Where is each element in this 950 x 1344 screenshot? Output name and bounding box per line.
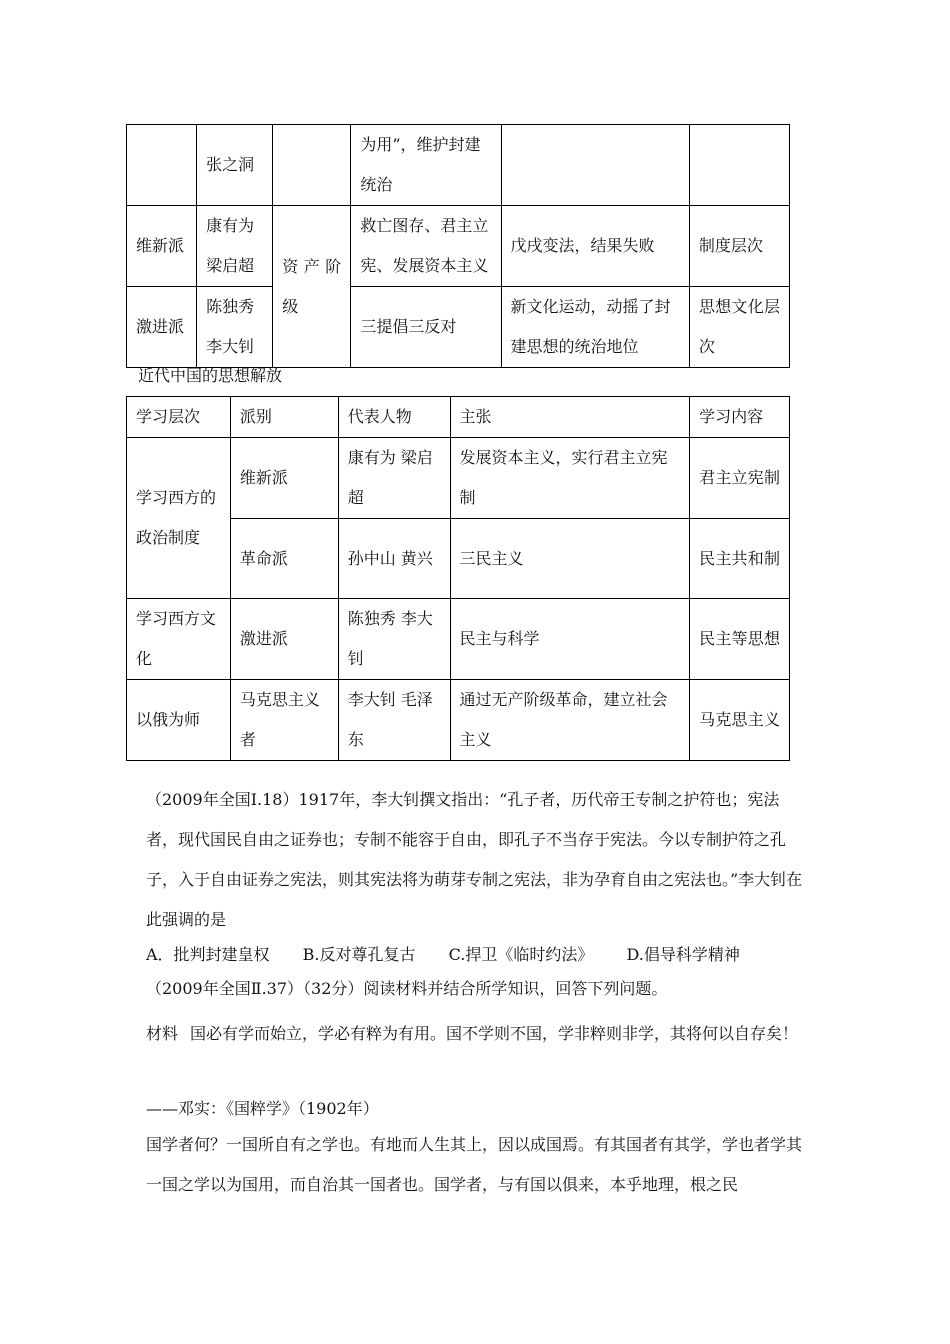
- cell-faction: 维新派: [230, 438, 338, 519]
- option-b: B.反对尊孔复古: [302, 945, 416, 964]
- header-faction: 派别: [230, 397, 338, 438]
- cell-level: 以俄为师: [127, 680, 231, 761]
- table-thought-liberation: [126, 396, 790, 761]
- cell-group: [127, 125, 197, 206]
- cell-idea: 民主与科学: [450, 599, 690, 680]
- cell-people: 康有为 梁启超: [338, 438, 450, 519]
- cell-idea: 三民主义: [450, 519, 690, 599]
- table-caption: 近代中国的思想解放: [138, 366, 283, 385]
- table-row: [127, 599, 790, 680]
- cell-faction: 革命派: [230, 519, 338, 599]
- question-1-stem: （2009年全国Ⅰ.18）1917年，李大钊撰文指出：“孔子者，历代帝王专制之护符也；宪法者，现代国民自由之证券也；专制不能容于自由，即孔子不当存于宪法。今以专制护符之孔子，入于自由证券之宪法，则其宪法将为萌芽专制之宪法，非为孕育自由之宪法也。”李大钊在此强调的是: [146, 790, 803, 929]
- cell-idea: 发展资本主义，实行君主立宪制: [450, 438, 690, 519]
- cell-people: 陈独秀 李大钊: [338, 599, 450, 680]
- cell-people: 张之洞: [197, 125, 273, 206]
- cell-people: 孙中山 黄兴: [338, 519, 450, 599]
- cell-people: 陈独秀李大钊: [197, 287, 273, 368]
- option-d: D.倡导科学精神: [626, 945, 740, 964]
- cell-group: 激进派: [127, 287, 197, 368]
- header-people: 代表人物: [338, 397, 450, 438]
- header-level: 学习层次: [127, 397, 231, 438]
- table-row: [127, 206, 790, 287]
- cell-people: 康有为梁启超: [197, 206, 273, 287]
- header-idea: 主张: [450, 397, 690, 438]
- table-header-row: [127, 397, 790, 438]
- cell-level: 制度层次: [689, 206, 789, 287]
- table-row: [127, 680, 790, 761]
- cell-content: 民主共和制: [690, 519, 790, 599]
- material-text: 国必有学而始立，学必有粹为有用。国不学则不国，学非粹则非学，其将何以自存矣！: [190, 1024, 799, 1043]
- cell-group: 维新派: [127, 206, 197, 287]
- header-content: 学习内容: [690, 397, 790, 438]
- table-row: [127, 125, 790, 206]
- table-row: [127, 287, 790, 368]
- cell-idea: 三提倡三反对: [351, 287, 501, 368]
- cell-class: 资产阶级: [273, 206, 351, 368]
- question-1-options: [146, 944, 806, 966]
- cell-content: 民主等思想: [690, 599, 790, 680]
- cell-level: 思想文化层次: [689, 287, 789, 368]
- guoxue-paragraph: 国学者何？一国所自有之学也。有地而人生其上，因以成国焉。有其国者有其学，学也者学其一国之学以为国用，而自治其一国者也。国学者，与有国以俱来，本乎地理，根之民: [146, 1135, 803, 1194]
- material-source: ——邓实：《国粹学》（1902年）: [146, 1099, 379, 1118]
- cell-faction: 马克思主义者: [230, 680, 338, 761]
- material-label: 材料: [146, 1024, 179, 1043]
- material-paragraph: [146, 1014, 806, 1054]
- table-row: [127, 438, 790, 519]
- table-reformers: [126, 124, 790, 368]
- option-a: A．批判封建皇权: [146, 945, 270, 964]
- option-c: C.捍卫《临时约法》: [448, 945, 594, 964]
- cell-content: 马克思主义: [690, 680, 790, 761]
- cell-faction: 激进派: [230, 599, 338, 680]
- cell-idea: 通过无产阶级革命，建立社会主义: [450, 680, 690, 761]
- cell-level: 学习西方的政治制度: [127, 438, 231, 599]
- cell-class: [273, 125, 351, 206]
- cell-result: 戊戌变法，结果失败: [501, 206, 689, 287]
- cell-people: 李大钊 毛泽东: [338, 680, 450, 761]
- cell-result: [501, 125, 689, 206]
- cell-content: 君主立宪制: [690, 438, 790, 519]
- cell-level: [689, 125, 789, 206]
- cell-idea: 为用”，维护封建统治: [351, 125, 501, 206]
- cell-result: 新文化运动，动摇了封建思想的统治地位: [501, 287, 689, 368]
- question-2-intro: （2009年全国Ⅱ.37）（32分）阅读材料并结合所学知识，回答下列问题。: [146, 979, 668, 998]
- cell-level: 学习西方文化: [127, 599, 231, 680]
- cell-idea: 救亡图存、君主立宪、发展资本主义: [351, 206, 501, 287]
